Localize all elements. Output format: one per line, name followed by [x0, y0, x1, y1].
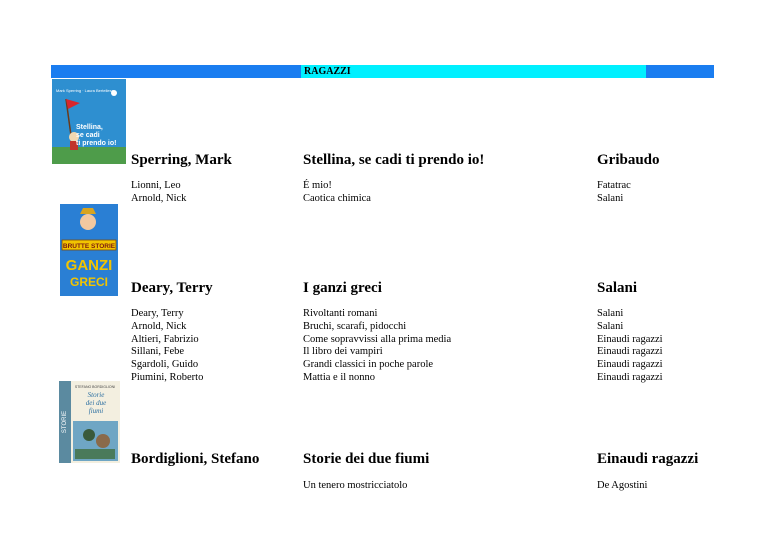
related-author: Piumini, Roberto: [131, 371, 204, 383]
related-publishers-list: [597, 480, 647, 493]
related-title: Mattia e il nonno: [303, 371, 376, 383]
related-author: Arnold, Nick: [131, 320, 187, 332]
svg-text:dei due: dei due: [85, 399, 107, 407]
related-publisher: Salani: [597, 308, 624, 319]
related-title: Grandi classici in poche parole: [303, 359, 434, 371]
related-publisher: Einaudi ragazzi: [597, 371, 663, 383]
related-authors-list: [131, 308, 203, 385]
related-title: Come sopravvissi alla prima media: [303, 333, 452, 345]
banner-right-segment: [646, 65, 714, 78]
book-author: Bordiglioni, Stefano: [131, 451, 260, 467]
related-title: Bruchi, scarafi, pidocchi: [303, 320, 407, 332]
related-title: Il libro dei vampiri: [303, 346, 383, 358]
related-author: Lionni, Leo: [131, 180, 181, 191]
section-title: RAGAZZI: [304, 66, 351, 77]
book-author: Sperring, Mark: [131, 152, 232, 168]
book-cover-stellina: [52, 79, 126, 164]
related-titles-list: [303, 480, 407, 493]
book-title: Storie dei due fiumi: [303, 451, 430, 467]
svg-text:STORIE: STORIE: [62, 410, 68, 434]
banner-middle-segment: [301, 65, 646, 78]
related-authors-list: [131, 180, 186, 206]
book-cover-ganzi-greci: [60, 204, 118, 296]
svg-text:GRECI: GRECI: [69, 275, 109, 289]
related-publisher: Einaudi ragazzi: [597, 346, 663, 358]
svg-text:fiumi: fiumi: [88, 407, 104, 415]
related-title: Un tenero mostricciatolo: [303, 480, 408, 491]
book-publisher: Einaudi ragazzi: [597, 451, 699, 467]
related-publisher: De Agostini: [597, 480, 648, 491]
related-publishers-list: [597, 308, 663, 385]
svg-text:GANZI: GANZI: [65, 257, 113, 274]
related-publisher: Einaudi ragazzi: [597, 359, 663, 371]
svg-text:ti prendo io!: ti prendo io!: [76, 140, 117, 147]
svg-text:Mark Sperring · Laura Bertelle: Mark Sperring · Laura Bertellese: [56, 88, 114, 93]
related-title: É mio!: [303, 180, 332, 191]
banner-left-segment: [51, 65, 301, 78]
related-author: Deary, Terry: [131, 308, 184, 319]
book-author: Deary, Terry: [131, 280, 213, 296]
book-title: Stellina, se cadi ti prendo io!: [303, 152, 485, 168]
related-publisher: Salani: [597, 320, 624, 332]
related-publisher: Einaudi ragazzi: [597, 333, 663, 345]
book-publisher: Gribaudo: [597, 152, 660, 168]
related-author: Altieri, Fabrizio: [131, 333, 199, 345]
svg-text:se cadi: se cadi: [76, 132, 100, 139]
related-publisher: Salani: [597, 192, 624, 204]
related-author: Sillani, Febe: [131, 346, 185, 358]
related-author: Arnold, Nick: [131, 192, 187, 204]
related-author: Sgardoli, Guido: [131, 359, 199, 371]
book-title: I ganzi greci: [303, 280, 382, 296]
related-publisher: Fatatrac: [597, 180, 631, 191]
section-banner: [51, 65, 714, 78]
book-cover-storie-dei-due-fiumi: [59, 381, 120, 463]
book-publisher: Salani: [597, 280, 638, 296]
svg-text:Storie: Storie: [87, 391, 105, 399]
related-publishers-list: [597, 180, 631, 206]
related-titles-list: [303, 180, 371, 206]
svg-text:Stellina,: Stellina,: [76, 124, 103, 131]
related-title: Rivoltanti romani: [303, 308, 378, 319]
svg-text:STEFANO BORDIGLIONI: STEFANO BORDIGLIONI: [74, 385, 116, 389]
related-titles-list: [303, 308, 451, 385]
svg-text:BRUTTE STORIE: BRUTTE STORIE: [62, 243, 116, 250]
related-title: Caotica chimica: [303, 192, 371, 204]
